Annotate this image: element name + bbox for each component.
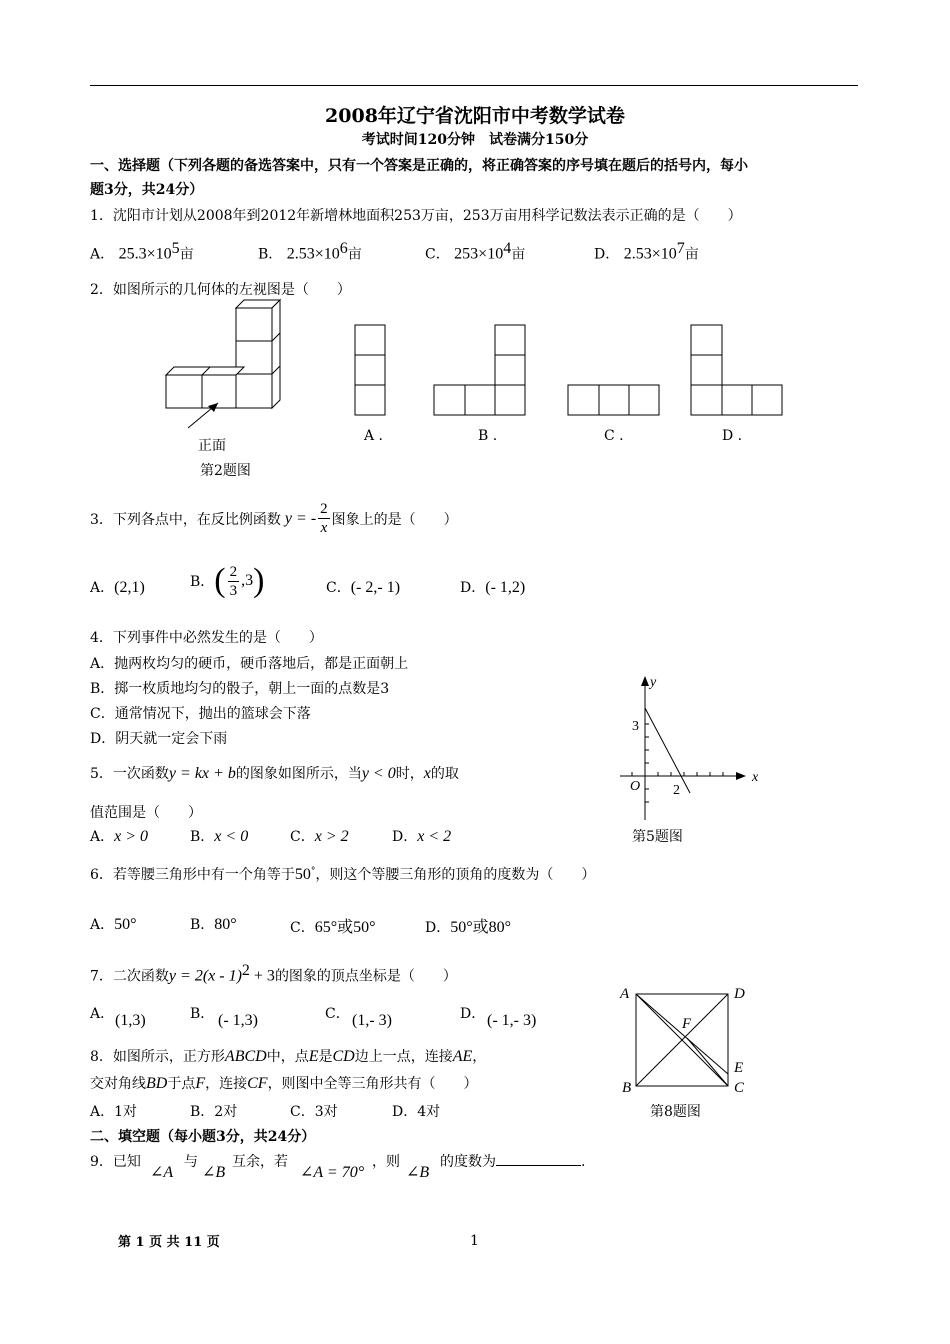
exam-subtitle: 考试时间120分钟 试卷满分150分: [361, 132, 589, 148]
q9-text-3: 互余，若: [232, 1154, 288, 1170]
q7-option-c-label: C．: [325, 1006, 350, 1022]
q4-option-a: A．抛两枚均匀的硬币，硬币落地后，都是正面朝上: [90, 656, 409, 672]
q5-function-line: [645, 708, 690, 793]
q1-option-a: A． $25.3\times 10^5$亩: [90, 240, 194, 263]
q2-option-c-label: C .: [604, 428, 624, 444]
q2-caption: 第2题图: [200, 463, 251, 479]
q7-option-c-value: (1,- 3): [352, 1012, 392, 1029]
q6-option-a: A．50°: [90, 916, 137, 933]
q2-option-b-figure: [433, 324, 527, 416]
q7-option-d-label: D．: [460, 1006, 486, 1022]
top-rule: [90, 85, 858, 86]
q8-caption: 第8题图: [650, 1104, 701, 1120]
q8-label-a: A: [620, 986, 630, 1002]
q6-stem: 6．若等腰三角形中有一个角等于50°，则这个等腰三角形的顶角的度数为（ ）: [90, 866, 596, 883]
q1-option-d: D． $2.53\times 10^7$亩: [594, 240, 699, 263]
q5-option-c: C．x > 2: [290, 828, 349, 845]
q2-front-label: 正面: [198, 438, 226, 454]
q7-option-a-label: A．: [90, 1006, 115, 1022]
q2-solid-figure: [150, 298, 300, 438]
q8-label-b: B: [622, 1080, 632, 1096]
q9-text-2: 与: [184, 1154, 198, 1170]
q4-option-b: B．掷一枚质地均匀的骰子，朝上一面的点数是3: [90, 681, 390, 697]
q8-stem-line2: 交对角线BD于点F，连接CF，则图中全等三角形共有（ ）: [90, 1075, 478, 1092]
q7-option-d-value: (- 1,- 3): [487, 1012, 537, 1029]
q2-option-b-label: B .: [478, 428, 498, 444]
q5-option-b: B．x < 0: [190, 828, 249, 845]
q1-stem: 1．沈阳市计划从2008年到2012年新增林地面积253万亩，253万亩用科学记数法表示正确的是（ ）: [90, 208, 742, 224]
q4-option-c: C．通常情况下，抛出的篮球会下落: [90, 706, 311, 722]
q3-option-d: D．(- 1,2): [460, 579, 526, 596]
q3-option-a: A．(2,1): [90, 579, 145, 596]
q8-option-a: A．1对: [90, 1104, 138, 1120]
q6-option-d: D．50°或80°: [425, 919, 512, 936]
q3-option-b: B． ( $\frac{2}{3}$ ,3 ): [190, 562, 265, 599]
q2-option-c-figure: [567, 384, 661, 416]
q9-angle-b: ∠B: [202, 1164, 226, 1181]
footer-page-info: 第 1 页 共 11 页: [118, 1235, 220, 1250]
q8-figure: [614, 982, 764, 1100]
q7-stem: 7．二次函数y = 2(x - 1)$^2$ + 3的图象的顶点坐标是（ ）: [90, 962, 457, 985]
q8-label-f: F: [682, 1016, 692, 1032]
q5-caption: 第5题图: [632, 829, 683, 845]
q2-option-d-label: D .: [722, 428, 743, 444]
q7-option-a-value: (1,3): [115, 1012, 146, 1029]
q2-option-a-figure: [354, 324, 386, 416]
q2-option-a-label: A .: [364, 428, 384, 444]
q1-option-c: C． $253\times 10^4$亩: [425, 240, 526, 263]
q9-angle-a: ∠A: [150, 1164, 174, 1181]
q1-option-b: B． $2.53\times 10^6$亩: [258, 240, 362, 263]
q9-angle-b-2: ∠B: [406, 1164, 430, 1181]
q8-option-c: C．3对: [290, 1104, 338, 1120]
q7-option-b-label: B．: [190, 1006, 215, 1022]
q4-stem: 4．下列事件中必然发生的是（ ）: [90, 630, 323, 646]
q5-option-a: A．x > 0: [90, 828, 149, 845]
q8-label-d: D: [734, 986, 745, 1002]
q8-stem-line1: 8．如图所示，正方形ABCD中，点E是CD边上一点，连接AE，: [90, 1048, 487, 1065]
q5-x-intercept-label: 2: [673, 783, 680, 798]
q8-label-c: C: [734, 1080, 745, 1096]
q9-text-4: ，则: [372, 1154, 400, 1170]
section2-heading: 二、填空题（每小题3分，共24分）: [90, 1129, 316, 1145]
q5-origin-label: O: [630, 779, 641, 794]
section1-heading-line2: 题3分，共24分）: [90, 182, 204, 198]
q7-option-b-value: (- 1,3): [218, 1012, 258, 1029]
q2-option-d-figure: [690, 324, 784, 416]
q3-stem: 3．下列各点中，在反比例函数 y = - $\frac{2}{x}$ 图象上的是（ ）: [90, 501, 458, 536]
q5-y-intercept-label: 3: [632, 719, 639, 734]
q9-answer-blank[interactable]: [496, 1151, 581, 1166]
q8-option-d: D．4对: [392, 1104, 441, 1120]
q9-text-1: 9．已知: [90, 1154, 141, 1170]
q8-option-b: B．2对: [190, 1104, 238, 1120]
page-title: 2008年辽宁省沈阳市中考数学试卷: [325, 105, 625, 127]
q9-condition: ∠A = 70°: [300, 1164, 365, 1181]
q4-option-d: D．阴天就一定会下雨: [90, 731, 228, 747]
q6-option-b: B．80°: [190, 916, 237, 933]
q2-stem: 2．如图所示的几何体的左视图是（ ）: [90, 282, 351, 298]
section1-heading-line1: 一、选择题（下列各题的备选答案中，只有一个答案是正确的，将正确答案的序号填在题后的括号内，每小: [90, 158, 748, 174]
q5-stem: 5．一次函数y = kx + b的图象如图所示，当y < 0时，x的取: [90, 765, 459, 782]
q5-x-label: x: [752, 770, 759, 785]
q9-text-5: 的度数为 .: [440, 1151, 585, 1171]
q8-label-e: E: [734, 1060, 744, 1076]
q5-stem-line2: 值范围是（ ）: [90, 805, 202, 821]
q5-option-d: D．x < 2: [392, 828, 452, 845]
q8-line-ae: [636, 994, 728, 1074]
q8-line-cf: [687, 1038, 728, 1086]
q6-option-c: C．65°或50°: [290, 919, 376, 936]
footer-page-number: 1: [470, 1233, 479, 1249]
q5-y-label: y: [650, 675, 657, 690]
q5-graph: [612, 668, 772, 828]
q3-option-c: C．(- 2,- 1): [326, 579, 401, 596]
